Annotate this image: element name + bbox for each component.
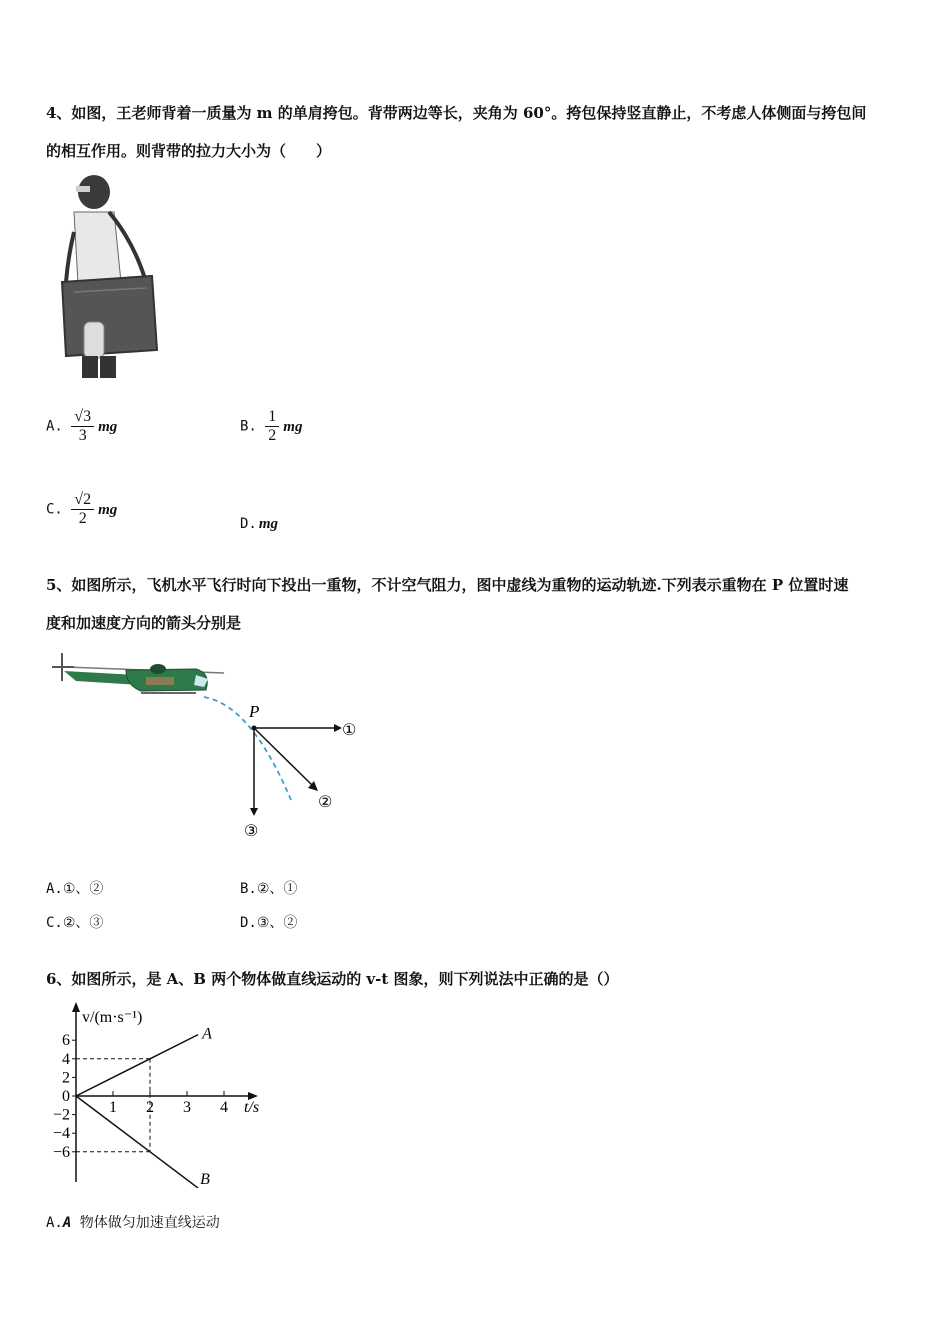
mg: mg [258, 516, 279, 532]
y-tick-label: 6 [62, 1032, 70, 1050]
y-tick-label: 2 [62, 1069, 70, 1087]
denominator: 2 [268, 427, 277, 444]
mg: mg [98, 418, 118, 435]
fraction [265, 408, 279, 445]
mg: mg [283, 418, 303, 435]
series-b-label: B [200, 1171, 210, 1188]
q5-option-a[interactable] [46, 878, 103, 898]
option-text: 物体做匀加速直线运动 [71, 1215, 220, 1231]
arrow-3-label: ③ [244, 821, 259, 840]
q4-option-d[interactable] [240, 516, 278, 533]
q6-vt-graph [40, 998, 280, 1192]
q5-option-c[interactable] [46, 912, 103, 932]
option-text: ③、② [256, 915, 298, 931]
x-tick-label: 4 [220, 1099, 228, 1116]
arrow-2-label: ② [318, 792, 333, 811]
option-label: A. [46, 1215, 63, 1231]
y-tick-label: −2 [52, 1106, 70, 1124]
x-axis-label: t/s [244, 1099, 260, 1116]
teacher-with-bag-image [54, 172, 169, 386]
series-a-line [76, 1035, 198, 1096]
option-label: D. [240, 915, 257, 931]
fraction [71, 491, 94, 528]
denominator: 2 [78, 510, 87, 527]
y-tick-label: −4 [52, 1125, 70, 1143]
option-label: B. [240, 881, 257, 897]
q6-option-a[interactable] [46, 1212, 220, 1232]
helicopter-icon [52, 653, 224, 693]
option-text: ①、② [62, 881, 104, 897]
q4-stem-line1: 4、如图，王老师背着一质量为 m 的单肩挎包。背带两边等长，夹角为 60°。挎包保持竖直静止，不考虑人体侧面与挎包间 [46, 104, 867, 122]
denominator: 3 [78, 427, 87, 444]
q5-option-d[interactable] [240, 912, 297, 932]
arrow-1-label: ① [342, 720, 357, 739]
numerator: √2 [71, 491, 94, 510]
q4-stem-line2: 的相互作用。则背带的拉力大小为（ ） [46, 142, 332, 160]
fraction [71, 408, 94, 445]
q6-stem: 6、如图所示，是 A、B 两个物体做直线运动的 v-t 图象，则下列说法中正确的是（） [46, 970, 619, 988]
q4-option-c[interactable] [46, 491, 117, 528]
point-p-label: P [249, 702, 260, 721]
y-axis-label: v/(m·s⁻¹) [82, 1009, 143, 1026]
option-label: A. [46, 881, 63, 897]
x-tick-label: 1 [109, 1099, 117, 1116]
q5-helicopter-figure [46, 645, 376, 849]
option-label: A. [46, 418, 63, 435]
q4-option-b[interactable] [240, 408, 302, 445]
option-label: C. [46, 915, 63, 931]
option-label: B. [240, 418, 257, 435]
x-tick-label: 2 [146, 1099, 154, 1116]
q4-option-a[interactable] [46, 408, 117, 445]
series-b-line [76, 1096, 198, 1188]
y-tick-label: 0 [62, 1088, 70, 1105]
y-tick-label: −6 [52, 1143, 70, 1161]
q5-stem-line1: 5、如图所示，飞机水平飞行时向下投出一重物，不计空气阻力，图中虚线为重物的运动轨迹.下列表示重物在 P 位置时速 [46, 576, 849, 594]
q5-stem-line2: 度和加速度方向的箭头分别是 [46, 614, 242, 632]
option-italic-letter: A [62, 1215, 72, 1231]
y-tick-label: 4 [62, 1050, 70, 1068]
x-tick-label: 3 [183, 1099, 191, 1116]
numerator: 1 [265, 408, 279, 427]
option-label: D. [240, 516, 257, 532]
option-text: ②、① [256, 881, 298, 897]
series-a-label: A [202, 1025, 212, 1043]
mg: mg [98, 501, 118, 518]
numerator: √3 [71, 408, 94, 427]
option-text: ②、③ [62, 915, 104, 931]
q5-option-b[interactable] [240, 878, 297, 898]
option-label: C. [46, 501, 63, 518]
